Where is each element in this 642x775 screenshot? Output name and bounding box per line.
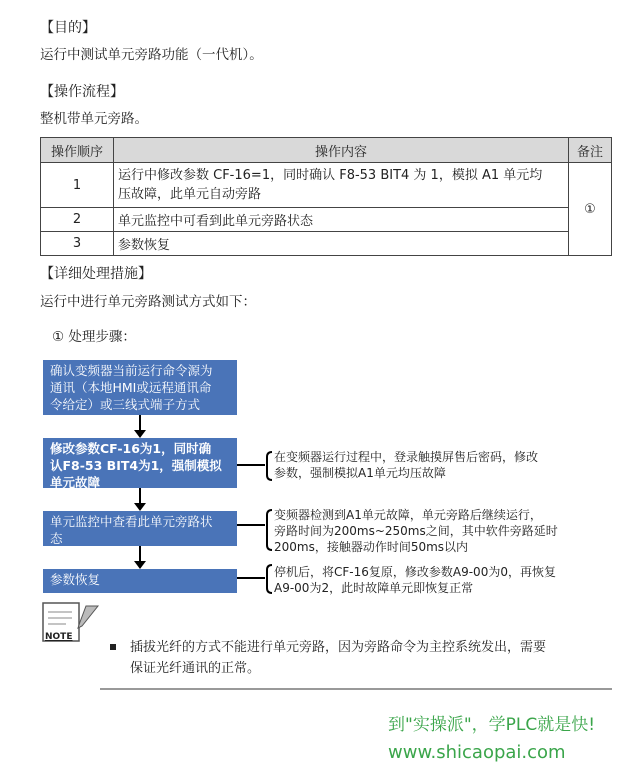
flow-box-modify-param xyxy=(43,438,237,488)
note-line: 变频器检测到A1单元故障，单元旁路后继续运行， xyxy=(274,508,542,522)
flow-text: 单元故障 xyxy=(50,475,101,490)
flow-text: 通讯（本地HMI或远程通讯命 xyxy=(50,380,212,395)
note-icon xyxy=(42,602,80,642)
flow-text: 令给定）或三线式端子方式 xyxy=(50,397,201,412)
procedure-heading: 【操作流程】 xyxy=(40,84,124,100)
step-cell: 3 xyxy=(41,232,114,256)
flow-text: 确认变频器当前运行命令源为 xyxy=(50,363,213,378)
note-line: 200ms，接触器动作时间50ms以内 xyxy=(274,540,469,554)
note-line: 参数，强制模拟A1单元均压故障 xyxy=(274,466,446,480)
flow-box-restore xyxy=(43,569,237,593)
note-line: 停机后，将CF-16复原，修改参数A9-00为0，再恢复 xyxy=(274,565,556,579)
note-line: 保证光纤通讯的正常。 xyxy=(130,661,261,676)
watermark-slogan: 到"实操派"，学PLC就是快! xyxy=(388,715,596,735)
content-line: 压故障，此单元自动旁路 xyxy=(118,187,262,202)
flow-box-monitor xyxy=(43,511,237,546)
details-text: 运行中进行单元旁路测试方式如下： xyxy=(40,294,256,310)
purpose-text: 运行中测试单元旁路功能（一代机）。 xyxy=(40,47,263,63)
step-cell: 2 xyxy=(41,208,114,232)
purpose-heading: 【目的】 xyxy=(40,20,96,36)
flow-note-modify xyxy=(274,449,538,481)
flow-note-monitor xyxy=(274,507,558,555)
flow-text: 单元监控中查看此单元旁路状 xyxy=(50,514,213,529)
procedure-text: 整机带单元旁路。 xyxy=(40,111,148,127)
flow-box-confirm-source xyxy=(43,360,237,415)
flow-text: 认F8-53 BIT4为1，强制模拟 xyxy=(50,458,222,473)
note-box xyxy=(100,628,612,690)
flow-text: 修改参数CF-16为1，同时确 xyxy=(50,441,212,456)
note-line: A9-00为2，此时故障单元即恢复正常 xyxy=(274,581,474,595)
flow-text: 参数恢复 xyxy=(50,572,101,587)
content-cell: 单元监控中可看到此单元旁路状态 xyxy=(114,208,569,232)
steps-label: ① 处理步骤： xyxy=(52,329,136,345)
note-label: NOTE xyxy=(45,632,73,642)
note-line: 在变频器运行过程中，登录触摸屏售后密码，修改 xyxy=(274,450,539,464)
watermark-url: www.shicaopai.com xyxy=(388,742,566,763)
bullet-icon xyxy=(110,644,116,650)
content-line: 运行中修改参数 CF-16=1，同时确认 F8-53 BIT4 为 1，模拟 A1 单元均 xyxy=(118,168,543,183)
note-body xyxy=(130,637,546,679)
details-heading: 【详细处理措施】 xyxy=(40,266,152,282)
step-cell: 1 xyxy=(41,163,114,208)
note-line: 旁路时间为200ms~250ms之间，其中软件旁路延时 xyxy=(274,524,558,538)
note-line: 插拔光纤的方式不能进行单元旁路，因为旁路命令为主控系统发出，需要 xyxy=(130,640,547,655)
flow-note-restore xyxy=(274,564,556,596)
remark-cell: ① xyxy=(569,163,612,256)
header-remark: 备注 xyxy=(569,138,612,163)
content-cell: 参数恢复 xyxy=(114,232,569,256)
flow-text: 态 xyxy=(50,531,63,546)
header-step: 操作顺序 xyxy=(41,138,114,163)
header-content: 操作内容 xyxy=(114,138,569,163)
